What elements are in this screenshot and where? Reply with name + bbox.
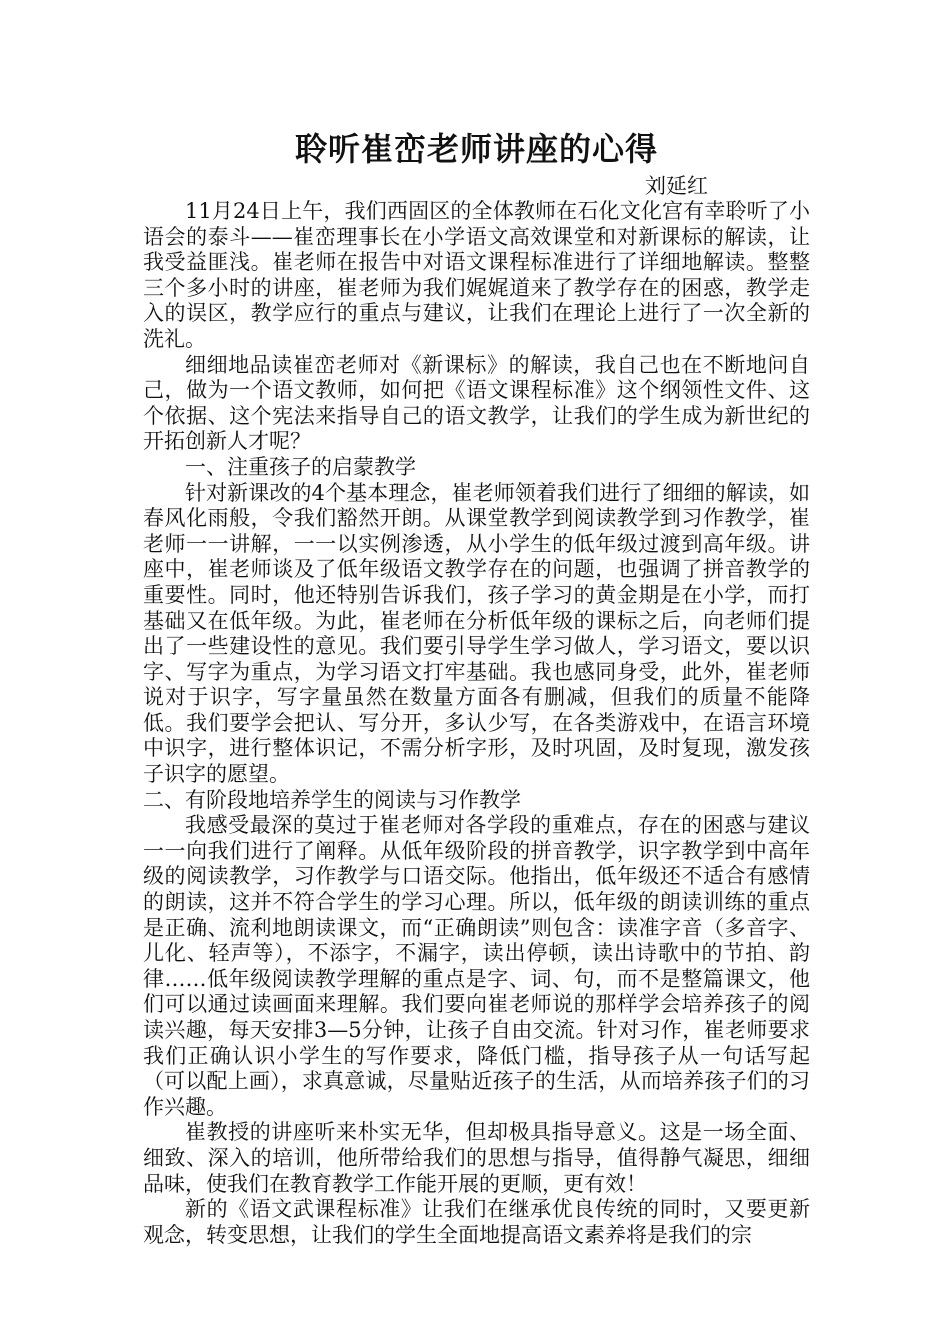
author-name: 刘延红 [645,174,708,198]
document-title: 聆听崔峦老师讲座的心得 [294,130,658,168]
section1-paragraph: 针对新课改的4个基本理念，崔老师领着我们进行了细细的解读，如春风化雨般，令我们豁然开朗。从课堂教学到阅读教学到习作教学，崔老师一一讲解，一一以实例渗透，从小学生的低年级过渡到高年级。讲座中，崔老师谈及了低年级语文教学存在的问题，也强调了拼音教学的重要性。同时，他还特别告诉我们，孩子学习的黄金期是在小学，而打基础又在低年级。为此，崔老师在分析低年级的课标之后，向老师们提出了一些建设性的意见。我们要引导学生学习做人，学习语文，要以识字、写字为重点，为学习语文打牢基础。我也感同身受，此外，崔老师说对于识字，写字量虽然在数量方面各有删减，但我们的质量不能降低。我们要学会把认、写分开，多认少写，在各类游戏中，在语言环境中识字，进行整体识记，不需分析字形，及时巩固，及时复现，激发孩子识字的愿望。 [143,480,810,787]
closing-paragraph: 新的《语文武课程标准》让我们在继承优良传统的同时，又要更新观念，转变思想，让我们的学生全面地提高语文素养将是我们的宗 [143,1197,810,1247]
intro-paragraph: 11月24日上午，我们西固区的全体教师在石化文化宫有幸聆听了小语会的泰斗——崔峦理事长在小学语文高效课堂和对新课标的解读，让我受益匪浅。崔老师在报告中对语文课程标准进行了详细地解读。整整三个多小时的讲座，崔老师为我们娓娓道来了教学存在的困惑，教学走入的误区，教学应行的重点与建议，让我们在理论上进行了一次全新的洗礼。 [143,199,810,351]
section-heading-2: 二、有阶段地培养学生的阅读与习作教学 [143,787,521,812]
summary-paragraph: 崔教授的讲座听来朴实无华，但却极具指导意义。这是一场全面、细致、深入的培训，他所带给我们的思想与指导，值得静气凝思，细细品味，使我们在教育教学工作能开展的更顺，更有效！ [143,1120,810,1196]
section2-paragraph: 我感受最深的莫过于崔老师对各学段的重难点，存在的困惑与建议一一向我们进行了阐释。从低年级阶段的拼音教学，识字教学到中高年级的阅读教学，习作教学与口语交际。他指出，低年级还不适合有感情的朗读，这并不符合学生的学习心理。所以，低年级的朗读训练的重点是正确、流利地朗读课文，而“正确朗读”则包含：读准字音（多音字、儿化、轻声等），不添字，不漏字，读出停顿，读出诗歌中的节拍、韵律……低年级阅读教学理解的重点是字、词、句，而不是整篇课文，他们可以通过读画面来理解。我们要向崔老师说的那样学会培养孩子的阅读兴趣，每天安排3—5分钟，让孩子自由交流。针对习作，崔老师要求我们正确认识小学生的写作要求，降低门槛，指导孩子从一句话写起（可以配上画），求真意诚，尽量贴近孩子的生活，从而培养孩子们的习作兴趣。 [143,813,810,1119]
reflection-paragraph: 细细地品读崔峦老师对《新课标》的解读，我自己也在不断地问自己，做为一个语文教师，如何把《语文课程标准》这个纲领性文件、这个依据、这个宪法来指导自己的语文教学，让我们的学生成为新世纪的开拓创新人才呢？ [143,352,810,454]
section-heading-1: 一、注重孩子的启蒙教学 [185,454,416,479]
